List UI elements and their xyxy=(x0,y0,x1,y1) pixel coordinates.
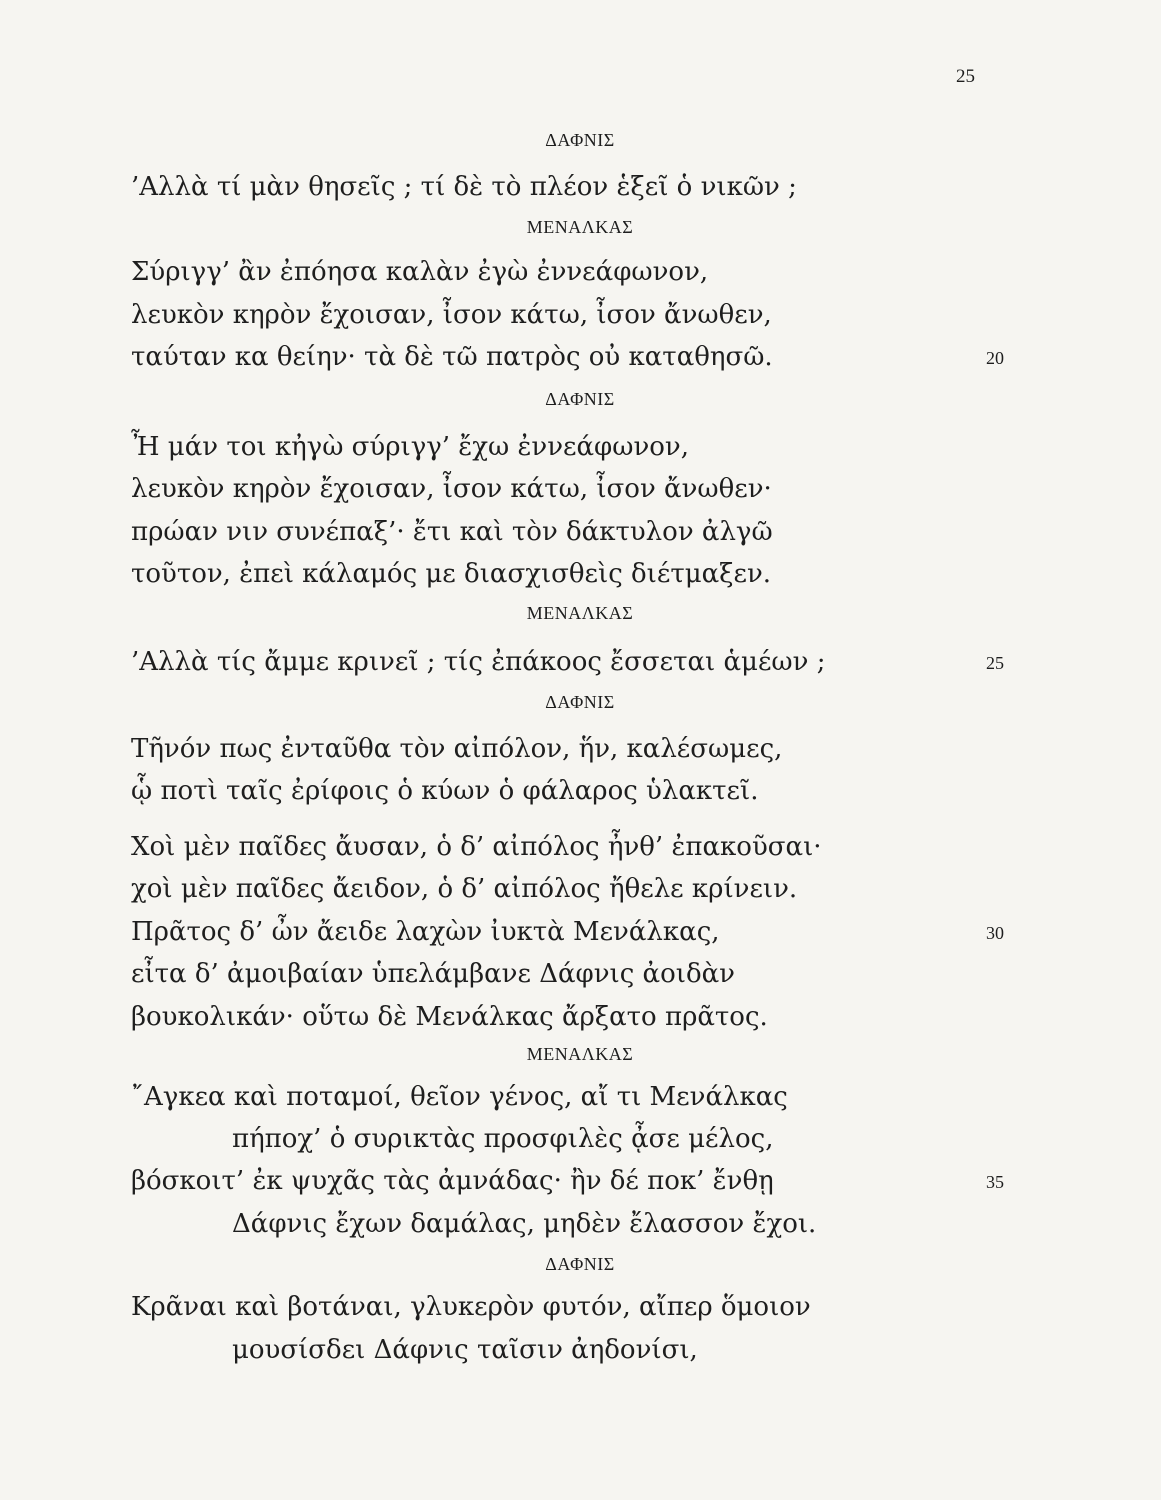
verse-line: Δάφνις ἔχων δαμάλας, μηδὲν ἔλασσον ἔχοι. xyxy=(232,1209,817,1239)
verse-line: βόσκοιτ’ ἐκ ψυχᾶς τὰς ἀμνάδας· ἢν δέ ποκ’ ἔνθῃ xyxy=(131,1166,774,1196)
verse-line: εἶτα δ’ ἀμοιβαίαν ὑπελάμβανε Δάφνις ἀοιδὰν xyxy=(131,959,735,989)
line-number: 25 xyxy=(986,653,1004,673)
line-number: 30 xyxy=(986,923,1004,943)
verse-line: ταύταν κα θείην· τὰ δὲ τῶ πατρὸς οὐ καταθησῶ. xyxy=(131,342,773,372)
verse-line: βουκολικάν· οὕτω δὲ Μενάλκας ἄρξατο πρᾶτος. xyxy=(131,1002,768,1032)
verse-line: ’Αλλὰ τίς ἄμμε κρινεῖ ; τίς ἐπάκοος ἔσσεται ἁμέων ; xyxy=(131,647,826,677)
speaker-heading: ΔΑΦΝΙΣ xyxy=(545,389,615,409)
speaker-heading: ΜΕΝΑΛΚΑΣ xyxy=(526,1044,634,1064)
verse-line: ’Αλλὰ τί μὰν θησεῖς ; τί δὲ τὸ πλέον ἑξεῖ ὁ νικῶν ; xyxy=(131,172,797,202)
verse-line: χοὶ μὲν παῖδες ἄειδον, ὁ δ’ αἰπόλος ἤθελε κρίνειν. xyxy=(131,874,798,904)
verse-line: Χοὶ μὲν παῖδες ἄυσαν, ὁ δ’ αἰπόλος ἦνθ’ ἐπακοῦσαι· xyxy=(131,832,822,862)
verse-line: Κρᾶναι καὶ βοτάναι, γλυκερὸν φυτόν, αἴπερ ὅμοιον xyxy=(131,1292,811,1322)
verse-line: πρώαν νιν συνέπαξ’· ἔτι καὶ τὸν δάκτυλον ἀλγῶ xyxy=(131,517,773,547)
speaker-heading: ΜΕΝΑΛΚΑΣ xyxy=(526,603,634,623)
verse-line: λευκὸν κηρὸν ἔχοισαν, ἶσον κάτω, ἶσον ἄνωθεν· xyxy=(131,474,772,504)
speaker-heading: ΜΕΝΑΛΚΑΣ xyxy=(526,217,634,237)
verse-line: Πρᾶτος δ’ ὦν ἄειδε λαχὼν ἰυκτὰ Μενάλκας, xyxy=(131,917,720,947)
verse-line: ᾧ ποτὶ ταῖς ἐρίφοις ὁ κύων ὁ φάλαρος ὑλακτεῖ. xyxy=(131,776,759,806)
verse-line: πήποχ’ ὁ συρικτὰς προσφιλὲς ᾆσε μέλος, xyxy=(232,1124,774,1154)
verse-line: Τῆνόν πως ἐνταῦθα τὸν αἰπόλον, ἥν, καλέσωμες, xyxy=(131,734,783,764)
verse-line: ῎Αγκεα καὶ ποταμοί, θεῖον γένος, αἴ τι Μενάλκας xyxy=(131,1082,788,1112)
verse-line: μουσίσδει Δάφνις ταῖσιν ἀηδονίσι, xyxy=(232,1335,698,1365)
verse-line: τοῦτον, ἐπεὶ κάλαμός με διασχισθεὶς διέτμαξεν. xyxy=(131,559,772,589)
speaker-heading: ΔΑΦΝΙΣ xyxy=(545,1254,615,1274)
speaker-heading: ΔΑΦΝΙΣ xyxy=(545,692,615,712)
line-number: 35 xyxy=(986,1172,1004,1192)
page-number: 25 xyxy=(956,66,975,87)
speaker-heading: ΔΑΦΝΙΣ xyxy=(545,130,615,150)
verse-line: Σύριγγ’ ἂν ἐπόησα καλὰν ἐγὼ ἐννεάφωνον, xyxy=(131,257,709,287)
verse-line: λευκὸν κηρὸν ἔχοισαν, ἶσον κάτω, ἶσον ἄνωθεν, xyxy=(131,300,772,330)
line-number: 20 xyxy=(986,348,1004,368)
verse-line: Ἦ μάν τοι κἠγὼ σύριγγ’ ἔχω ἐννεάφωνον, xyxy=(131,432,689,462)
